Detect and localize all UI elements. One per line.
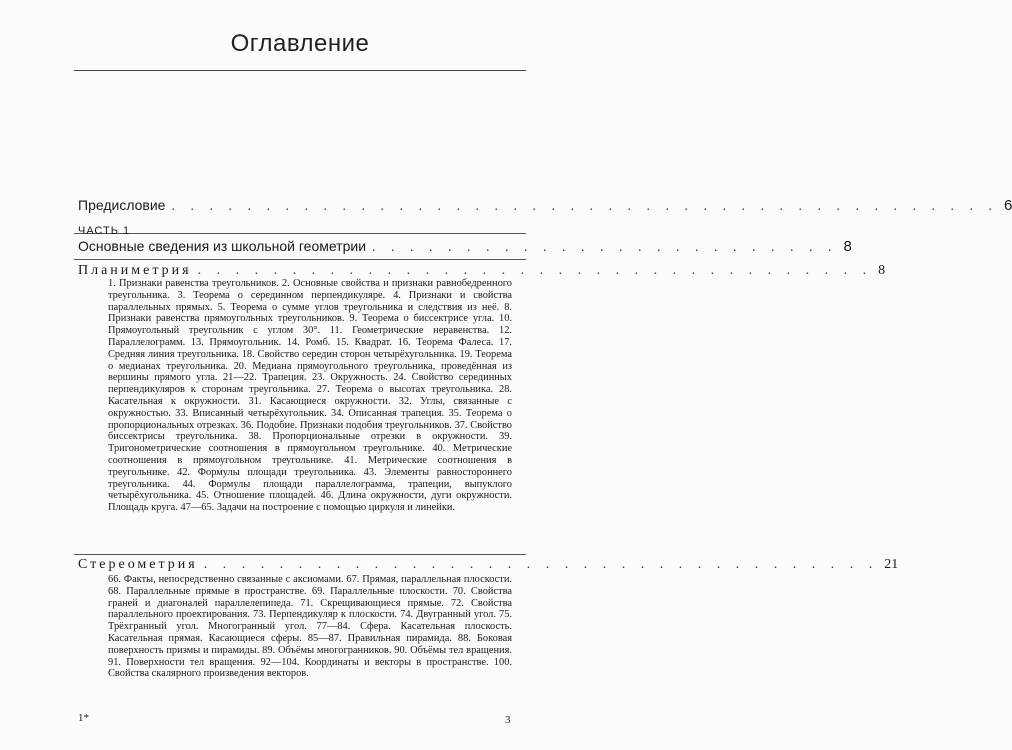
page-number: 3 [505,714,511,726]
section-divider [74,259,526,260]
dot-leader: . . . . . . . . . . . . . . . . . . . . . . . . . . . . . . . . . . . . . . . . . . . . [171,199,998,214]
dot-leader: . . . . . . . . . . . . . . . . . . . . . . . . . . . . . . . . . . . . [203,557,879,572]
toc-entry-label: Основные сведения из школьной геометрии [78,238,367,254]
toc-entry-label: Планиметрия [78,263,192,278]
section-divider [74,554,526,555]
planimetry-topics: 1. Признаки равенства треугольников. 2. Основные свойства и признаки равнобедренного треугольника. 3. Теорема о серединном перпендикуляре. 4. Признаки и свойства параллельных прямых. 5. Теорема о сумме углов треугольника и следствия из неё. 8. Признаки равенства прямоугольных треугольников. 9. Теорема о биссектрисе угла. 10. Прямоугольный треугольник с углом 30°. 11. Геометрические неравенства. 12. Параллелограмм. 13. Прямоугольник. 14. Ромб. 15. Квадрат. 16. Теорема Фалеса. 17. Средняя линия треугольника. 18. Свойство середин сторон четырёхугольника. 19. Теорема о медианах треугольника. 20. Медиана прямоугольного треугольника, проведённая из вершины прямого угла. 21—22. Трапеция. 23. Окружность. 24. Свойство серединных перпендикуляров к сторонам треугольника. 27. Теорема о высотах треугольника. 28. Касательная к окружности. 31. Касающиеся окружности. 32. Углы, связанные с окружностью. 33. Вписанный четырёхугольник. 34. Описанная трапеция. 35. Теорема о пропорциональных отрезках. 36. Подобие. Признаки подобия треугольников. 37. Свойство биссектрисы треугольника. 38. Пропорциональные отрезки в окружности. 39. Тригонометрические соотношения в прямоугольном треугольнике. 40. Метрические соотношения в прямоугольном треугольнике. 41. Метрические соотношения в треугольнике. 42. Формулы площади треугольника. 43. Элементы равностороннего треугольника. 44. Формулы площади параллелограмма, трапеции, выпуклого четырёхугольника. 45. Отношение площадей. 46. Длина окружности, дуги окружности. Площадь круга. 47—65. Задачи на построение с помощью циркуля и линейки. [108,278,512,514]
toc-entry-page: 21 [884,557,899,572]
toc-entry-planimetry[interactable] [78,263,886,279]
toc-entry-page: 8 [843,238,852,255]
title-divider [74,70,526,71]
toc-entry-label: Стереометрия [78,557,198,572]
dot-leader: . . . . . . . . . . . . . . . . . . . . . . . . . [372,240,838,255]
section-divider [74,233,526,234]
part-label: ЧАСТЬ 1 [78,225,131,237]
toc-entry-page: 8 [878,263,886,278]
toc-entry-label: Предисловие [78,197,166,213]
signature-mark: 1* [78,712,89,724]
toc-entry-main-section[interactable] [78,238,852,256]
toc-entry-page: 6 [1003,197,1012,214]
toc-entry-preface[interactable] [78,197,1012,215]
stereometry-topics: 66. Факты, непосредственно связанные с аксиомами. 67. Прямая, параллельная плоскости. 68. Параллельные прямые в пространстве. 69. Параллельные плоскости. 70. Свойства граней и диагоналей параллелепипеда. 71. Скрещивающиеся прямые. 72. Свойства параллельного проектирования. 73. Перпендикуляр к плоскости. 74. Двугранный угол. 75. Трёхгранный угол. Многогранный угол. 77—84. Сфера. Касательная плоскость. Касательная прямая. Касающиеся сферы. 85—87. Правильная пирамида. 88. Боковая поверхность призмы и пирамиды. 89. Объёмы многогранников. 90. Объёмы тел вращения. 91. Поверхности тел вращения. 92—104. Координаты и векторы в пространстве. 100. Свойства скалярного произведения векторов. [108,574,512,680]
page-title: Оглавление [230,30,370,57]
dot-leader: . . . . . . . . . . . . . . . . . . . . . . . . . . . . . . . . . . . . [197,263,873,278]
toc-entry-stereometry[interactable] [78,557,899,573]
